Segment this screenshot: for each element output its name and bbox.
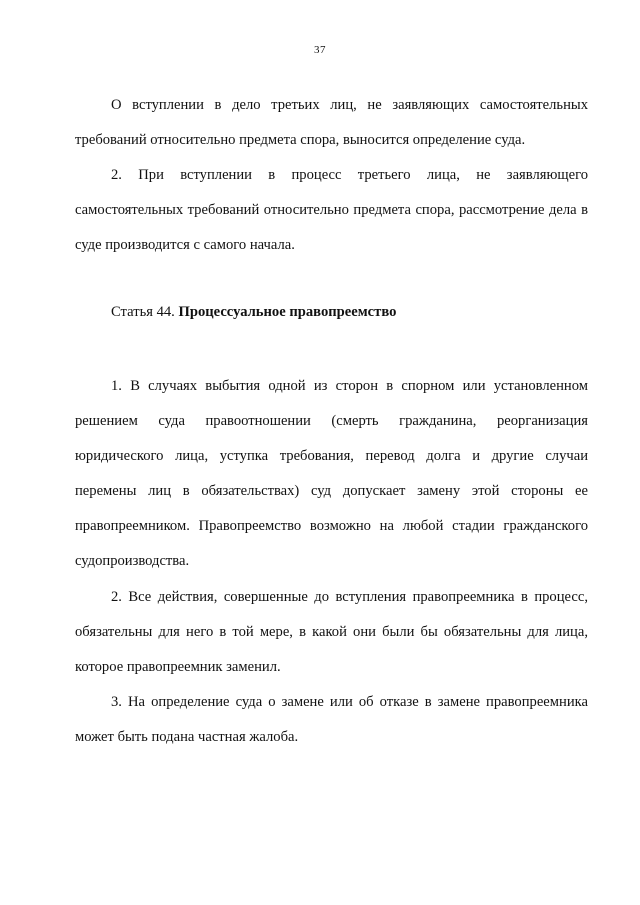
intro-paragraph: О вступлении в дело третьих лиц, не заявляющих самостоятельных требований относительно предмета спора, выносится определение суда. <box>75 97 588 148</box>
article-paragraph-2: 2. Все действия, совершенные до вступления правопреемника в процесс, обязательны для него в той мере, в какой они были бы обязательны для лица, которое правопреемник заменил. <box>75 589 588 675</box>
paragraph-2-block <box>75 158 588 263</box>
article-paragraph-3-block <box>75 685 588 755</box>
article-paragraph-1: 1. В случаях выбытия одной из сторон в спорном или установленном решением суда правоотношении (смерть гражданина, реорганизация юридического лица, уступка требования, перевод долга и другие случаи перемены лиц в обязательствах) суд допускает замену этой стороны ее правопреемником. Правопреемство возможно на любой стадии гражданского судопроизводства. <box>75 378 588 569</box>
article-prefix: Статья 44. <box>111 304 175 320</box>
page-number: 37 <box>314 44 326 56</box>
paragraph-2: 2. При вступлении в процесс третьего лица, не заявляющего самостоятельных требований относительно предмета спора, рассмотрение дела в суде производится с самого начала. <box>75 167 588 253</box>
article-heading <box>111 298 396 326</box>
article-paragraph-2-block <box>75 580 588 685</box>
article-paragraph-3: 3. На определение суда о замене или об отказе в замене правопреемника может быть подана частная жалоба. <box>75 694 588 745</box>
intro-paragraph-block <box>75 88 588 158</box>
article-paragraph-1-block <box>75 369 588 579</box>
article-title: Процессуальное правопреемство <box>178 304 397 320</box>
